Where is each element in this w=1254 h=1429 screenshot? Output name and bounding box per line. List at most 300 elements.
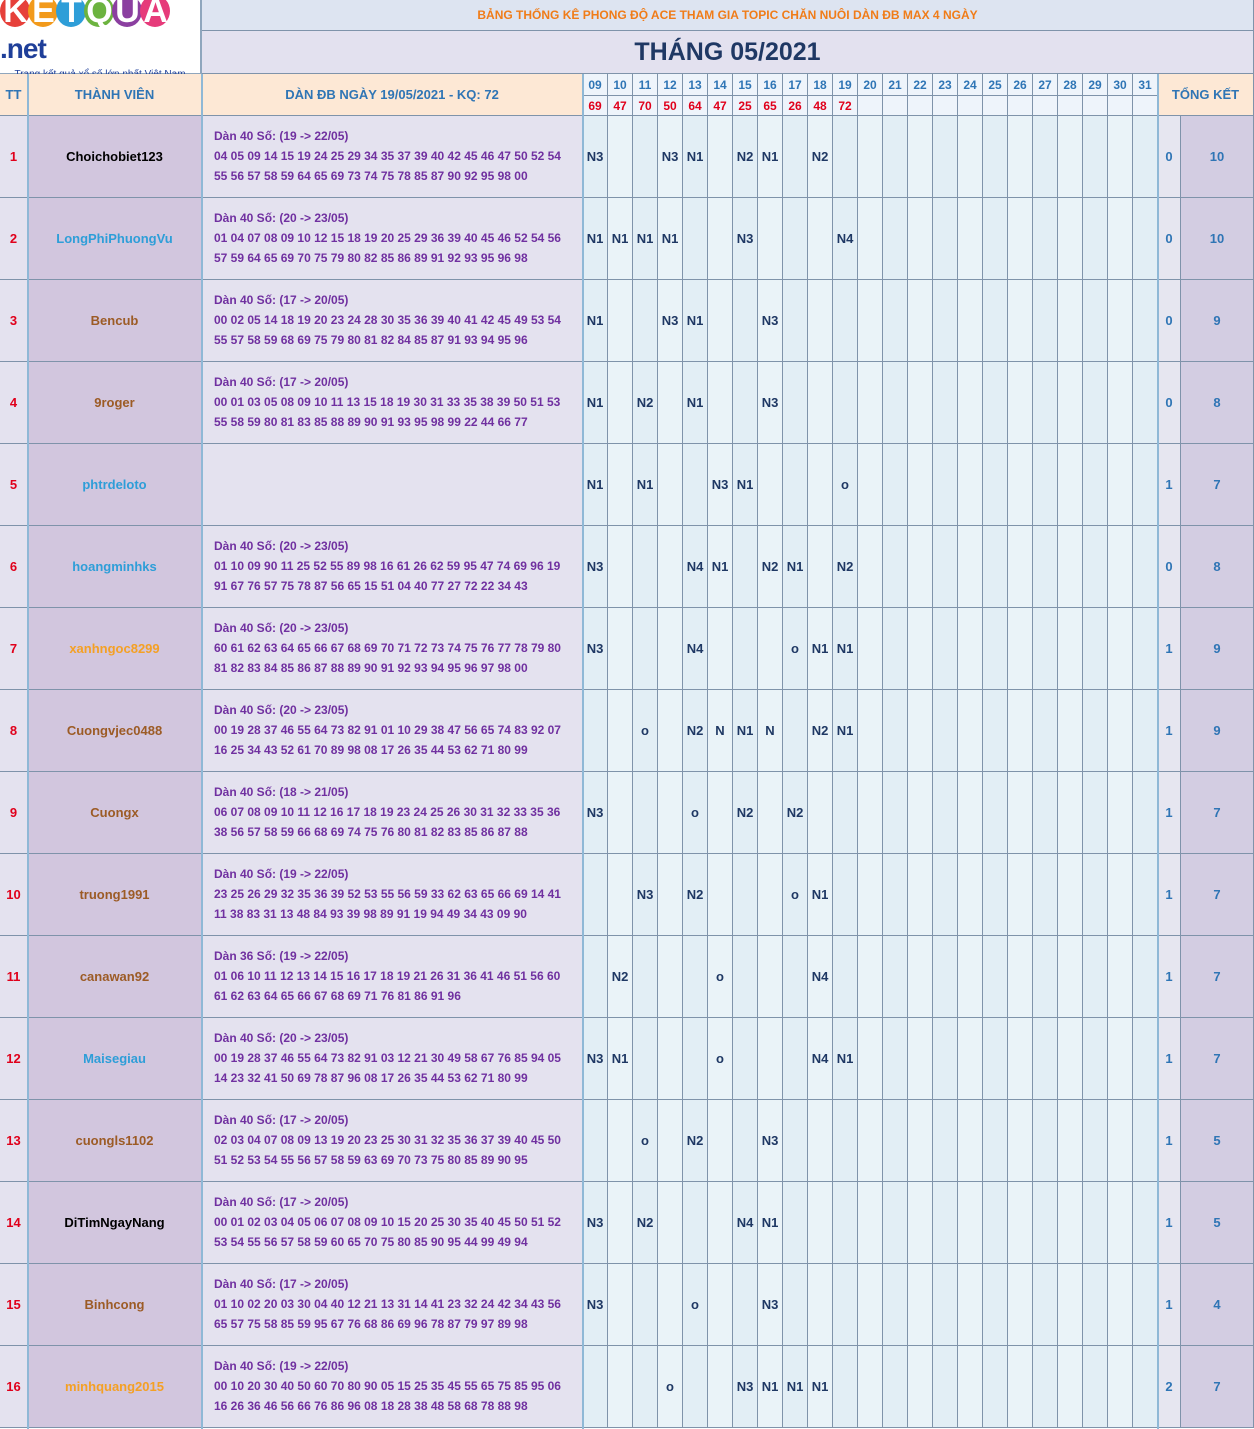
day-mark: N (758, 690, 783, 772)
summary-total: 5 (1181, 1100, 1254, 1182)
day-mark: N2 (808, 690, 833, 772)
day-mark (1033, 936, 1058, 1018)
header-day: 20 (858, 74, 883, 96)
summary-total: 4 (1181, 1264, 1254, 1346)
header-day: 27 (1033, 74, 1058, 96)
day-mark: N2 (633, 1182, 658, 1264)
summary-count: 0 (1158, 280, 1181, 362)
day-mark: N4 (683, 608, 708, 690)
day-mark (1058, 1346, 1083, 1428)
day-mark (1058, 854, 1083, 936)
day-mark (983, 116, 1008, 198)
day-mark (833, 1182, 858, 1264)
day-mark: N1 (708, 526, 733, 608)
day-mark: N1 (683, 116, 708, 198)
day-mark (1058, 1100, 1083, 1182)
day-mark: N4 (808, 1018, 833, 1100)
day-mark (1133, 772, 1158, 854)
day-mark (983, 198, 1008, 280)
dan-title: Dàn 40 Số: (17 -> 20/05) (214, 1277, 349, 1291)
header-result: 47 (708, 96, 733, 116)
day-mark (1008, 1182, 1033, 1264)
day-mark (983, 280, 1008, 362)
header-day: 25 (983, 74, 1008, 96)
day-mark (833, 280, 858, 362)
day-mark (658, 854, 683, 936)
day-mark (858, 198, 883, 280)
day-mark (608, 1182, 633, 1264)
header-result: 64 (683, 96, 708, 116)
day-mark (858, 936, 883, 1018)
header-result (1058, 96, 1083, 116)
member-name[interactable]: Binhcong (28, 1264, 202, 1346)
day-mark (658, 444, 683, 526)
day-mark (983, 1264, 1008, 1346)
header-dan: DÀN ĐB NGÀY 19/05/2021 - KQ: 72 (202, 74, 583, 116)
day-mark (883, 936, 908, 1018)
day-mark (733, 1264, 758, 1346)
day-mark (983, 772, 1008, 854)
day-mark (1033, 116, 1058, 198)
day-mark (608, 608, 633, 690)
header-day: 17 (783, 74, 808, 96)
day-mark (1108, 936, 1133, 1018)
day-mark (733, 1018, 758, 1100)
day-mark: N3 (758, 1264, 783, 1346)
day-mark (1058, 608, 1083, 690)
member-name[interactable]: phtrdeloto (28, 444, 202, 526)
row-index: 12 (0, 1018, 28, 1100)
day-mark (1033, 854, 1058, 936)
day-mark (858, 362, 883, 444)
day-mark: N1 (733, 690, 758, 772)
member-numbers (202, 280, 583, 362)
day-mark (808, 1100, 833, 1182)
day-mark: N1 (608, 1018, 633, 1100)
summary-count: 1 (1158, 690, 1181, 772)
day-mark (1033, 526, 1058, 608)
day-mark (1108, 526, 1133, 608)
day-mark: N1 (683, 362, 708, 444)
dan-line1: 23 25 26 29 32 35 36 39 52 53 55 56 59 33 62 63 65 66 69 14 41 (214, 887, 561, 901)
header-day: 13 (683, 74, 708, 96)
day-mark: N3 (658, 116, 683, 198)
day-mark (983, 690, 1008, 772)
day-mark (933, 280, 958, 362)
header-day: 23 (933, 74, 958, 96)
logo-letter: A (140, 0, 170, 27)
day-mark (658, 1100, 683, 1182)
day-mark (1108, 116, 1133, 198)
day-mark (1108, 772, 1133, 854)
logo-letter: E (28, 0, 58, 27)
row-index: 16 (0, 1346, 28, 1428)
day-mark (633, 1346, 658, 1428)
day-mark: N1 (583, 198, 608, 280)
day-mark (933, 526, 958, 608)
day-mark (1133, 198, 1158, 280)
day-mark (908, 444, 933, 526)
member-numbers (202, 936, 583, 1018)
dan-title: Dàn 40 Số: (20 -> 23/05) (214, 703, 349, 717)
day-mark: N1 (733, 444, 758, 526)
day-mark: N4 (833, 198, 858, 280)
day-mark (1008, 444, 1033, 526)
day-mark (833, 362, 858, 444)
day-mark: N2 (733, 772, 758, 854)
dan-line1: 00 01 02 03 04 05 06 07 08 09 10 15 20 25 30 35 40 45 50 51 52 (214, 1215, 561, 1229)
day-mark (783, 1264, 808, 1346)
day-mark: N2 (808, 116, 833, 198)
member-numbers (202, 444, 583, 526)
day-mark (1008, 1346, 1033, 1428)
day-mark (633, 116, 658, 198)
day-mark: N1 (583, 362, 608, 444)
day-mark (1033, 1346, 1058, 1428)
day-mark (858, 1346, 883, 1428)
member-name[interactable]: cuongls1102 (28, 1100, 202, 1182)
dan-line1: 00 19 28 37 46 55 64 73 82 91 01 10 29 38 47 56 65 74 83 92 07 (214, 723, 561, 737)
day-mark (833, 116, 858, 198)
day-mark: N1 (833, 608, 858, 690)
day-mark: o (683, 1264, 708, 1346)
day-mark (1008, 198, 1033, 280)
day-mark (908, 1346, 933, 1428)
day-mark: N1 (758, 1182, 783, 1264)
day-mark (983, 526, 1008, 608)
day-mark: N2 (683, 854, 708, 936)
day-mark (908, 1264, 933, 1346)
day-mark: N1 (758, 1346, 783, 1428)
logo-letter: Q (84, 0, 114, 27)
day-mark (1108, 444, 1133, 526)
day-mark (933, 362, 958, 444)
summary-total: 7 (1181, 854, 1254, 936)
day-mark (958, 1182, 983, 1264)
day-mark: N2 (733, 116, 758, 198)
day-mark (833, 772, 858, 854)
day-mark (658, 936, 683, 1018)
day-mark (583, 1346, 608, 1428)
day-mark (1083, 1018, 1108, 1100)
day-mark (1133, 444, 1158, 526)
day-mark (1058, 1264, 1083, 1346)
header-result (1033, 96, 1058, 116)
day-mark: N1 (808, 1346, 833, 1428)
day-mark (1083, 1346, 1108, 1428)
header-day: 19 (833, 74, 858, 96)
day-mark (633, 772, 658, 854)
header-day: 18 (808, 74, 833, 96)
day-mark (908, 690, 933, 772)
summary-total: 10 (1181, 116, 1254, 198)
day-mark: N3 (733, 1346, 758, 1428)
day-mark (908, 608, 933, 690)
header-day: 31 (1133, 74, 1158, 96)
header-result (1133, 96, 1158, 116)
day-mark (1008, 280, 1033, 362)
day-mark: o (658, 1346, 683, 1428)
member-name[interactable]: Maisegiau (28, 1018, 202, 1100)
day-mark: N2 (758, 526, 783, 608)
day-mark: N2 (608, 936, 633, 1018)
day-mark (1033, 772, 1058, 854)
member-name[interactable]: DiTimNgayNang (28, 1182, 202, 1264)
summary-count: 1 (1158, 1182, 1181, 1264)
day-mark (808, 1182, 833, 1264)
day-mark: N2 (633, 362, 658, 444)
day-mark (1058, 444, 1083, 526)
header-result (958, 96, 983, 116)
day-mark (733, 526, 758, 608)
day-mark (933, 936, 958, 1018)
day-mark (1108, 690, 1133, 772)
row-index: 3 (0, 280, 28, 362)
member-name[interactable]: hoangminhks (28, 526, 202, 608)
day-mark (933, 1346, 958, 1428)
day-mark (1033, 1018, 1058, 1100)
row-index: 13 (0, 1100, 28, 1182)
day-mark (983, 608, 1008, 690)
day-mark (708, 1182, 733, 1264)
day-mark (808, 1264, 833, 1346)
day-mark (1058, 526, 1083, 608)
day-mark (1008, 772, 1033, 854)
day-mark (883, 1264, 908, 1346)
day-mark: N3 (733, 198, 758, 280)
day-mark (883, 1346, 908, 1428)
day-mark (908, 1018, 933, 1100)
dan-line1: 01 04 07 08 09 10 12 15 18 19 20 25 29 36 39 40 45 46 52 54 56 (214, 231, 561, 245)
day-mark (608, 1264, 633, 1346)
logo-suffix: .net (0, 33, 46, 64)
day-mark (1033, 362, 1058, 444)
member-name[interactable]: Cuongvjec0488 (28, 690, 202, 772)
day-mark (858, 116, 883, 198)
header-day: 26 (1008, 74, 1033, 96)
day-mark (933, 690, 958, 772)
dan-title: Dàn 40 Số: (19 -> 22/05) (214, 867, 349, 881)
member-name[interactable]: minhquang2015 (28, 1346, 202, 1428)
day-mark: N1 (633, 198, 658, 280)
day-mark (1058, 936, 1083, 1018)
day-mark (1008, 1018, 1033, 1100)
summary-total: 7 (1181, 1018, 1254, 1100)
member-numbers (202, 1018, 583, 1100)
day-mark (883, 444, 908, 526)
summary-total: 7 (1181, 444, 1254, 526)
row-index: 9 (0, 772, 28, 854)
header-result (858, 96, 883, 116)
day-mark (808, 444, 833, 526)
day-mark: o (683, 772, 708, 854)
site-logo[interactable] (0, 0, 202, 74)
day-mark: N3 (583, 116, 608, 198)
day-mark (608, 526, 633, 608)
day-mark (833, 1100, 858, 1182)
summary-total: 9 (1181, 608, 1254, 690)
logo-letter: T (56, 0, 86, 27)
day-mark (608, 362, 633, 444)
dan-title: Dàn 40 Số: (20 -> 23/05) (214, 621, 349, 635)
summary-count: 1 (1158, 854, 1181, 936)
day-mark (808, 280, 833, 362)
day-mark (658, 526, 683, 608)
day-mark (658, 772, 683, 854)
member-name[interactable]: 9roger (28, 362, 202, 444)
header-result (883, 96, 908, 116)
day-mark (708, 1346, 733, 1428)
row-index: 11 (0, 936, 28, 1018)
member-numbers (202, 608, 583, 690)
day-mark (658, 362, 683, 444)
dan-line1: 00 10 20 30 40 50 60 70 80 90 05 15 25 35 45 55 65 75 85 95 06 (214, 1379, 561, 1393)
summary-total: 7 (1181, 772, 1254, 854)
day-mark (958, 526, 983, 608)
day-mark (1058, 116, 1083, 198)
day-mark (1083, 854, 1108, 936)
member-name[interactable]: Choichobiet123 (28, 116, 202, 198)
summary-count: 0 (1158, 116, 1181, 198)
day-mark (858, 526, 883, 608)
day-mark (783, 936, 808, 1018)
day-mark (1083, 690, 1108, 772)
day-mark (583, 690, 608, 772)
header-day: 30 (1108, 74, 1133, 96)
day-mark: N2 (683, 1100, 708, 1182)
day-mark (858, 772, 883, 854)
day-mark (833, 936, 858, 1018)
day-mark (1058, 198, 1083, 280)
day-mark (758, 936, 783, 1018)
dan-line1: 60 61 62 63 64 65 66 67 68 69 70 71 72 73 74 75 76 77 78 79 80 (214, 641, 561, 655)
summary-count: 0 (1158, 526, 1181, 608)
day-mark (858, 444, 883, 526)
dan-line2: 53 54 55 56 57 58 59 60 65 70 75 80 85 90 95 44 99 49 94 (214, 1235, 528, 1249)
member-name[interactable]: xanhngoc8299 (28, 608, 202, 690)
day-mark (1108, 1100, 1133, 1182)
header-day: 29 (1083, 74, 1108, 96)
day-mark (583, 854, 608, 936)
dan-line1: 06 07 08 09 10 11 12 16 17 18 19 23 24 25 26 30 31 32 33 35 36 (214, 805, 561, 819)
day-mark (733, 608, 758, 690)
day-mark (1133, 526, 1158, 608)
member-name[interactable]: truong1991 (28, 854, 202, 936)
day-mark (1133, 936, 1158, 1018)
row-index: 4 (0, 362, 28, 444)
dan-line1: 01 06 10 11 12 13 14 15 16 17 18 19 21 26 31 36 41 46 51 56 60 (214, 969, 561, 983)
day-mark (833, 1264, 858, 1346)
member-name[interactable]: LongPhiPhuongVu (28, 198, 202, 280)
day-mark (1033, 690, 1058, 772)
day-mark (708, 1264, 733, 1346)
day-mark (858, 608, 883, 690)
day-mark (1033, 1100, 1058, 1182)
day-mark: o (708, 936, 733, 1018)
day-mark (1083, 526, 1108, 608)
day-mark (808, 526, 833, 608)
day-mark (1133, 116, 1158, 198)
day-mark (708, 608, 733, 690)
day-mark (1133, 1264, 1158, 1346)
dan-title: Dàn 40 Số: (20 -> 23/05) (214, 1031, 349, 1045)
dan-line1: 00 19 28 37 46 55 64 73 82 91 03 12 21 30 49 58 67 76 85 94 05 (214, 1051, 561, 1065)
member-name[interactable]: Bencub (28, 280, 202, 362)
day-mark: N4 (683, 526, 708, 608)
day-mark (1133, 1182, 1158, 1264)
member-numbers (202, 1182, 583, 1264)
dan-line2: 16 25 34 43 52 61 70 89 98 08 17 26 35 44 53 62 71 80 99 (214, 743, 528, 757)
day-mark (908, 526, 933, 608)
dan-line2: 57 59 64 65 69 70 75 79 80 82 85 86 89 91 92 93 95 96 98 (214, 251, 528, 265)
day-mark (858, 280, 883, 362)
dan-line2: 38 56 57 58 59 66 68 69 74 75 76 80 81 82 83 85 86 87 88 (214, 825, 528, 839)
day-mark (808, 362, 833, 444)
day-mark (958, 772, 983, 854)
day-mark (658, 608, 683, 690)
day-mark (1008, 608, 1033, 690)
day-mark (883, 116, 908, 198)
day-mark (608, 690, 633, 772)
day-mark (858, 690, 883, 772)
day-mark (1133, 608, 1158, 690)
day-mark: N3 (758, 280, 783, 362)
day-mark (783, 1100, 808, 1182)
day-mark (1108, 1264, 1133, 1346)
day-mark (733, 280, 758, 362)
member-name[interactable]: canawan92 (28, 936, 202, 1018)
day-mark (908, 854, 933, 936)
day-mark (1033, 280, 1058, 362)
day-mark (883, 526, 908, 608)
logo-wordmark (0, 0, 200, 67)
day-mark (1008, 526, 1033, 608)
day-mark: N3 (658, 280, 683, 362)
row-index: 14 (0, 1182, 28, 1264)
day-mark (1083, 1100, 1108, 1182)
member-numbers (202, 362, 583, 444)
day-mark (708, 198, 733, 280)
header-day: 15 (733, 74, 758, 96)
member-name[interactable]: Cuongx (28, 772, 202, 854)
logo-letter: K (0, 0, 30, 27)
dan-line2: 51 52 53 54 55 56 57 58 59 63 69 70 73 75 80 85 89 90 95 (214, 1153, 528, 1167)
day-mark (833, 1346, 858, 1428)
day-mark (1008, 1264, 1033, 1346)
day-mark (758, 854, 783, 936)
day-mark (908, 1100, 933, 1182)
summary-total: 8 (1181, 362, 1254, 444)
day-mark (908, 362, 933, 444)
row-index: 7 (0, 608, 28, 690)
day-mark (983, 362, 1008, 444)
day-mark (933, 1100, 958, 1182)
day-mark (783, 1018, 808, 1100)
day-mark (1108, 1346, 1133, 1428)
member-numbers (202, 1264, 583, 1346)
summary-count: 0 (1158, 198, 1181, 280)
summary-total: 9 (1181, 690, 1254, 772)
day-mark (1058, 1182, 1083, 1264)
day-mark (908, 280, 933, 362)
day-mark (1108, 1182, 1133, 1264)
day-mark (1108, 1018, 1133, 1100)
day-mark (658, 1182, 683, 1264)
day-mark (1083, 116, 1108, 198)
day-mark (783, 116, 808, 198)
row-index: 2 (0, 198, 28, 280)
day-mark (983, 1182, 1008, 1264)
